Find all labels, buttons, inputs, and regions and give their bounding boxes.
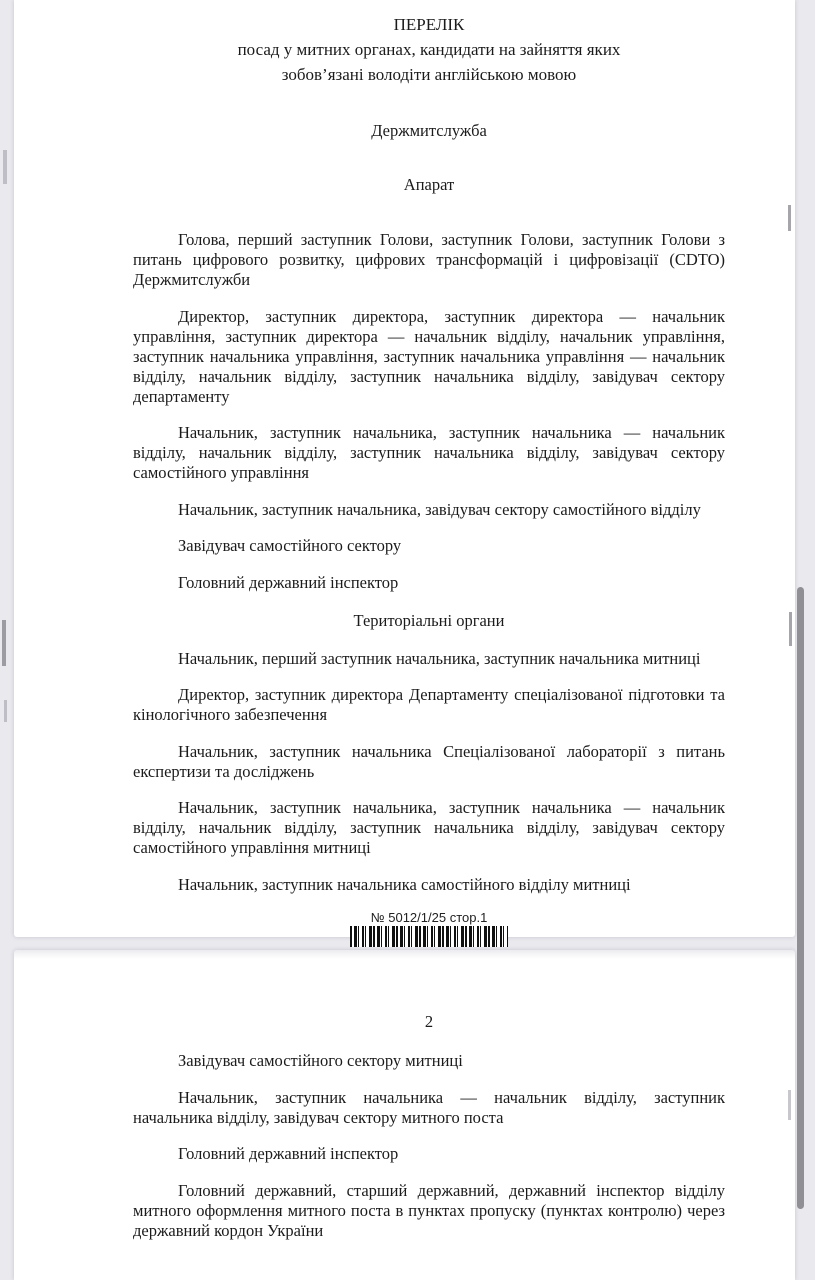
title-line-1: ПЕРЕЛІК xyxy=(393,15,465,34)
page-1-footer xyxy=(133,911,725,947)
document-number-label: № 5012/1/25 стор.1 xyxy=(370,910,488,925)
scan-artifact xyxy=(3,150,7,184)
apparatus-paragraph: Завідувач самостійного сектору xyxy=(178,536,402,555)
territorial-paragraph: Начальник, заступник начальника самостійного відділу митниці xyxy=(178,874,631,894)
scan-artifact xyxy=(788,1090,791,1120)
org-heading: Держмитслужба xyxy=(371,121,487,140)
apparatus-paragraph: Головний державний інспектор xyxy=(178,572,399,592)
document-page-1 xyxy=(14,0,795,937)
page-2-content xyxy=(14,950,795,1280)
territorial-paragraph: Начальник, перший заступник начальника, заступник начальника митниці xyxy=(178,648,701,668)
apparatus-heading: Апарат xyxy=(403,175,455,194)
scan-artifact xyxy=(789,612,792,646)
page-2-paragraph: Начальник, заступник начальника — начальник відділу, заступник начальника відділу, завідувач сектору митного поста xyxy=(133,1087,725,1127)
page-number: 2 xyxy=(424,1012,434,1031)
page-1-content xyxy=(14,0,795,947)
vertical-scrollbar-thumb[interactable] xyxy=(797,587,804,1209)
title-line-3: зобов’язані володіти англійською мовою xyxy=(281,65,577,84)
territorial-paragraph: Начальник, заступник начальника Спеціалізованої лабораторії з питань експертизи та досліджень xyxy=(133,741,725,781)
scan-artifact xyxy=(2,620,6,666)
territorial-heading: Територіальні органи xyxy=(353,610,505,630)
apparatus-paragraph: Начальник, заступник начальника, завідувач сектору самостійного відділу xyxy=(178,499,701,519)
apparatus-paragraph: Начальник, заступник начальника, заступник начальника — начальник відділу, начальник відділу, заступник начальника відділу, завідувач сектору самостійного управління xyxy=(133,423,725,482)
title-line-2: посад у митних органах, кандидати на зайняття яких xyxy=(237,40,621,59)
scan-artifact xyxy=(788,205,791,231)
page-2-paragraph: Завідувач самостійного сектору митниці xyxy=(178,1051,463,1070)
page-2-paragraph: Головний державний, старший державний, державний інспектор відділу митного оформлення митного поста в пунктах пропуску (пунктах контролю) через державний кордон України xyxy=(133,1180,725,1240)
apparatus-paragraph: Голова, перший заступник Голови, заступник Голови, заступник Голови з питань цифрового розвитку, цифрових трансформацій і цифровізації (CDTO) Держмитслужби xyxy=(133,230,725,289)
territorial-paragraph: Директор, заступник директора Департаменту спеціалізованої підготовки та кінологічного забезпечення xyxy=(133,685,725,724)
scan-artifact xyxy=(4,700,7,722)
page-2-paragraph: Головний державний інспектор xyxy=(178,1144,399,1163)
document-page-2 xyxy=(14,950,795,1280)
apparatus-paragraph: Директор, заступник директора, заступник директора — начальник управління, заступник директора — начальник відділу, начальник управління, заступник начальника управління, заступник начальника управління — начальник відділу, начальник відділу, заступник начальника відділу, завідувач сектору департаменту xyxy=(133,306,725,406)
territorial-paragraph: Начальник, заступник начальника, заступник начальника — начальник відділу, начальник відділу, заступник начальника відділу, завідувач сектору самостійного управління митниці xyxy=(133,798,725,857)
barcode xyxy=(350,926,508,947)
document-title xyxy=(133,12,725,87)
